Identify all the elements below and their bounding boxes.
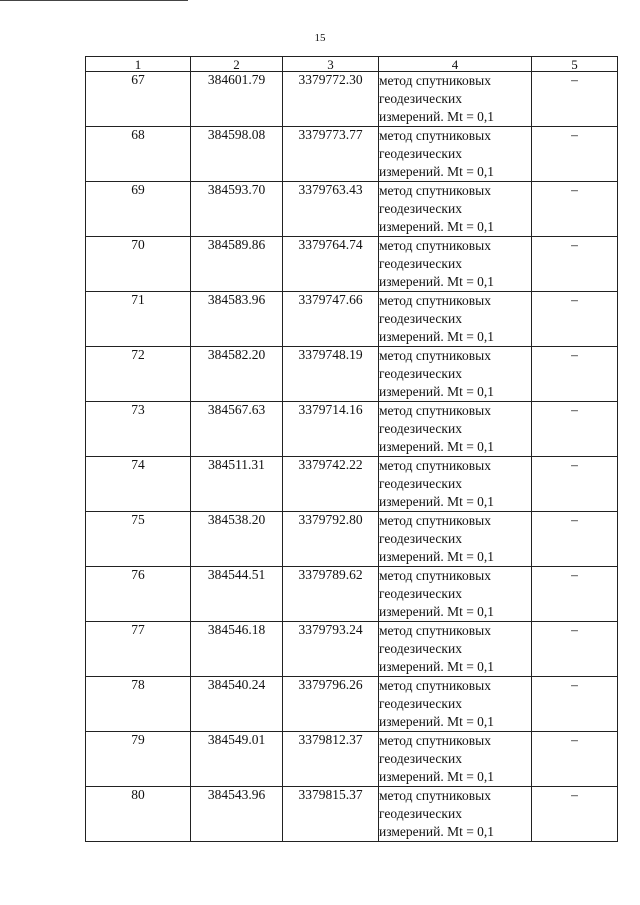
- table-header-row: [86, 57, 618, 72]
- coordinate-x: 384544.51: [191, 567, 283, 622]
- coordinate-x: 384549.01: [191, 732, 283, 787]
- method-line-3: измерений. Mt = 0,1: [379, 549, 495, 564]
- method-line-2: геодезических: [379, 91, 462, 106]
- coordinate-x: 384546.18: [191, 622, 283, 677]
- method-line-1: метод спутниковых: [379, 733, 491, 748]
- table-row: [86, 732, 618, 787]
- method-line-3: измерений. Mt = 0,1: [379, 109, 495, 124]
- note-cell: –: [532, 787, 618, 842]
- method-line-1: метод спутниковых: [379, 568, 491, 583]
- coordinate-y: 3379773.77: [283, 127, 379, 182]
- coordinate-y: 3379714.16: [283, 402, 379, 457]
- table-row: [86, 402, 618, 457]
- coordinate-y: 3379815.37: [283, 787, 379, 842]
- table-row: [86, 787, 618, 842]
- method-line-2: геодезических: [379, 696, 462, 711]
- method-cell: [379, 512, 532, 567]
- coordinate-y: 3379742.22: [283, 457, 379, 512]
- note-cell: –: [532, 182, 618, 237]
- method-cell: [379, 292, 532, 347]
- method-cell: [379, 787, 532, 842]
- coordinate-y: 3379764.74: [283, 237, 379, 292]
- method-line-1: метод спутниковых: [379, 183, 491, 198]
- method-line-1: метод спутниковых: [379, 788, 491, 803]
- method-line-1: метод спутниковых: [379, 403, 491, 418]
- point-number: 80: [86, 787, 191, 842]
- point-number: 69: [86, 182, 191, 237]
- column-header-1: 1: [86, 57, 191, 72]
- point-number: 74: [86, 457, 191, 512]
- method-line-3: измерений. Mt = 0,1: [379, 164, 495, 179]
- method-line-3: измерений. Mt = 0,1: [379, 604, 495, 619]
- method-line-2: геодезических: [379, 586, 462, 601]
- method-line-1: метод спутниковых: [379, 623, 491, 638]
- method-cell: [379, 457, 532, 512]
- method-cell: [379, 347, 532, 402]
- method-cell: [379, 732, 532, 787]
- method-line-2: геодезических: [379, 366, 462, 381]
- coordinate-x: 384538.20: [191, 512, 283, 567]
- coordinate-y: 3379763.43: [283, 182, 379, 237]
- coordinate-y: 3379812.37: [283, 732, 379, 787]
- method-line-3: измерений. Mt = 0,1: [379, 659, 495, 674]
- note-cell: –: [532, 622, 618, 677]
- method-line-2: геодезических: [379, 256, 462, 271]
- note-cell: –: [532, 292, 618, 347]
- table-row: [86, 292, 618, 347]
- coordinate-x: 384582.20: [191, 347, 283, 402]
- method-cell: [379, 622, 532, 677]
- note-cell: –: [532, 402, 618, 457]
- point-number: 68: [86, 127, 191, 182]
- coordinate-y: 3379772.30: [283, 72, 379, 127]
- table-row: [86, 237, 618, 292]
- method-cell: [379, 72, 532, 127]
- point-number: 76: [86, 567, 191, 622]
- table-row: [86, 72, 618, 127]
- note-cell: –: [532, 567, 618, 622]
- point-number: 78: [86, 677, 191, 732]
- method-line-3: измерений. Mt = 0,1: [379, 494, 495, 509]
- method-cell: [379, 237, 532, 292]
- note-cell: –: [532, 512, 618, 567]
- table-row: [86, 182, 618, 237]
- coordinate-y: 3379789.62: [283, 567, 379, 622]
- table-row: [86, 512, 618, 567]
- column-header-5: 5: [532, 57, 618, 72]
- top-rule: [0, 0, 188, 1]
- coordinate-x: 384593.70: [191, 182, 283, 237]
- coordinate-x: 384511.31: [191, 457, 283, 512]
- method-line-3: измерений. Mt = 0,1: [379, 769, 495, 784]
- method-line-2: геодезических: [379, 311, 462, 326]
- table-row: [86, 567, 618, 622]
- point-number: 70: [86, 237, 191, 292]
- coordinate-x: 384598.08: [191, 127, 283, 182]
- method-cell: [379, 677, 532, 732]
- coordinate-x: 384589.86: [191, 237, 283, 292]
- method-line-2: геодезических: [379, 531, 462, 546]
- table-row: [86, 622, 618, 677]
- point-number: 67: [86, 72, 191, 127]
- coordinate-x: 384543.96: [191, 787, 283, 842]
- method-line-1: метод спутниковых: [379, 293, 491, 308]
- method-line-1: метод спутниковых: [379, 678, 491, 693]
- method-line-2: геодезических: [379, 421, 462, 436]
- method-line-2: геодезических: [379, 146, 462, 161]
- table-row: [86, 127, 618, 182]
- table-row: [86, 677, 618, 732]
- coordinate-x: 384567.63: [191, 402, 283, 457]
- method-line-2: геодезических: [379, 641, 462, 656]
- method-line-1: метод спутниковых: [379, 458, 491, 473]
- method-line-1: метод спутниковых: [379, 238, 491, 253]
- method-line-3: измерений. Mt = 0,1: [379, 439, 495, 454]
- method-line-3: измерений. Mt = 0,1: [379, 714, 495, 729]
- note-cell: –: [532, 732, 618, 787]
- coordinate-x: 384601.79: [191, 72, 283, 127]
- method-line-3: измерений. Mt = 0,1: [379, 384, 495, 399]
- method-line-3: измерений. Mt = 0,1: [379, 329, 495, 344]
- coordinate-x: 384540.24: [191, 677, 283, 732]
- note-cell: –: [532, 347, 618, 402]
- point-number: 71: [86, 292, 191, 347]
- coordinate-y: 3379793.24: [283, 622, 379, 677]
- method-cell: [379, 402, 532, 457]
- method-line-3: измерений. Mt = 0,1: [379, 274, 495, 289]
- coordinate-y: 3379747.66: [283, 292, 379, 347]
- column-header-3: 3: [283, 57, 379, 72]
- point-number: 79: [86, 732, 191, 787]
- method-cell: [379, 127, 532, 182]
- method-line-3: измерений. Mt = 0,1: [379, 824, 495, 839]
- method-line-2: геодезических: [379, 751, 462, 766]
- method-line-1: метод спутниковых: [379, 513, 491, 528]
- column-header-4: 4: [379, 57, 532, 72]
- coordinates-table: [85, 56, 618, 842]
- point-number: 73: [86, 402, 191, 457]
- point-number: 77: [86, 622, 191, 677]
- table-row: [86, 347, 618, 402]
- table-row: [86, 457, 618, 512]
- method-line-1: метод спутниковых: [379, 73, 491, 88]
- method-cell: [379, 182, 532, 237]
- method-line-2: геодезических: [379, 201, 462, 216]
- point-number: 72: [86, 347, 191, 402]
- table-body: [86, 72, 618, 842]
- coordinate-x: 384583.96: [191, 292, 283, 347]
- note-cell: –: [532, 237, 618, 292]
- column-header-2: 2: [191, 57, 283, 72]
- note-cell: –: [532, 127, 618, 182]
- method-line-2: геодезических: [379, 806, 462, 821]
- note-cell: –: [532, 72, 618, 127]
- method-line-2: геодезических: [379, 476, 462, 491]
- note-cell: –: [532, 677, 618, 732]
- coordinate-y: 3379748.19: [283, 347, 379, 402]
- coordinate-y: 3379792.80: [283, 512, 379, 567]
- note-cell: –: [532, 457, 618, 512]
- page-number: 15: [314, 32, 326, 44]
- coordinate-y: 3379796.26: [283, 677, 379, 732]
- method-line-1: метод спутниковых: [379, 348, 491, 363]
- point-number: 75: [86, 512, 191, 567]
- method-line-3: измерений. Mt = 0,1: [379, 219, 495, 234]
- method-cell: [379, 567, 532, 622]
- method-line-1: метод спутниковых: [379, 128, 491, 143]
